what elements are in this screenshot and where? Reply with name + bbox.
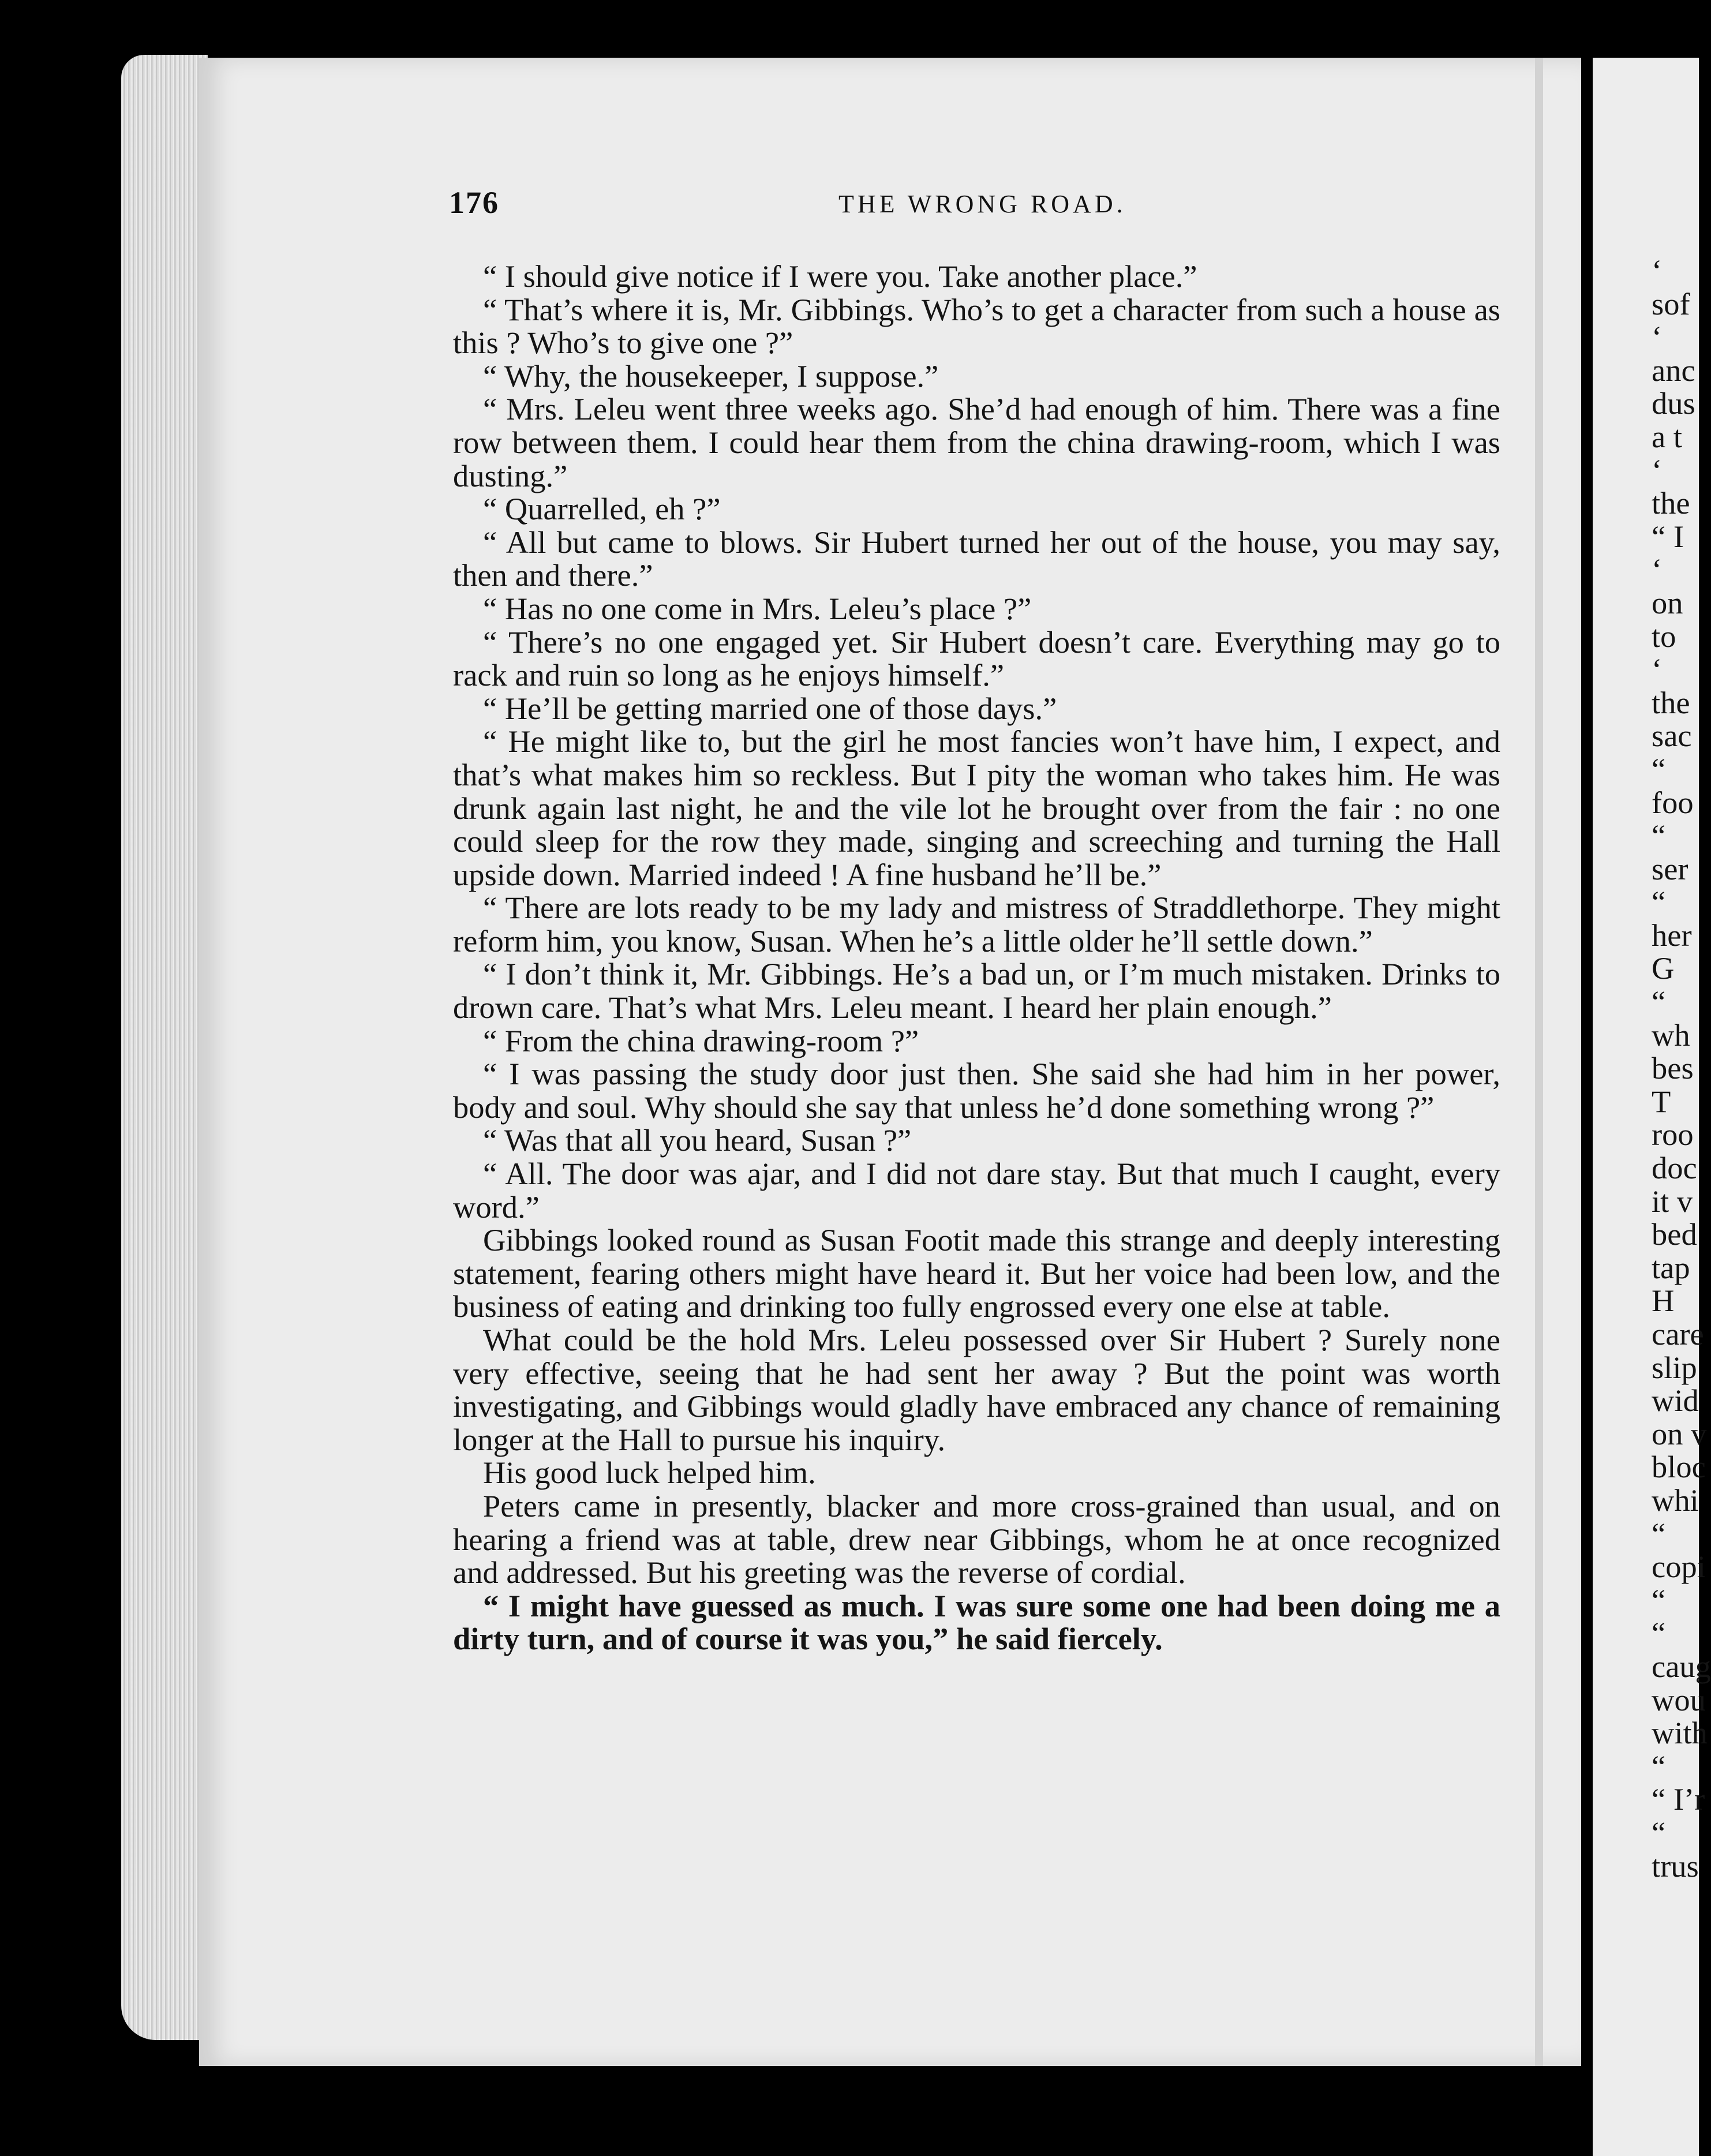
book-gutter [1535, 58, 1543, 2066]
right-page-fragment: roo [1652, 1117, 1694, 1152]
right-page-fragment: “ [1652, 1515, 1666, 1551]
right-page-fragment: bes [1652, 1050, 1694, 1086]
paragraph: “ That’s where it is, Mr. Gibbings. Who’s to get a character from such a house as this ? Who’s to give one ?” [453, 291, 1500, 361]
paragraph: “ I might have guessed as much. I was sure some one had been doing me a dirty turn, and of course it was you,” he said fiercely. [453, 1588, 1500, 1657]
right-page-fragment: bed [1652, 1217, 1697, 1252]
right-page-fragment: caug [1652, 1648, 1711, 1684]
right-page-text-fragments [1652, 253, 1711, 1884]
right-page-fragment: “ [1652, 884, 1666, 920]
right-page-fragment: doc [1652, 1150, 1697, 1186]
right-page-fragment: ‘ [1652, 652, 1663, 687]
right-page-fragment: to [1652, 618, 1676, 654]
right-page-fragment: “ [1652, 1582, 1666, 1618]
right-page-fragment: G [1652, 950, 1675, 986]
paragraph: “ I should give notice if I were you. Take another place.” [483, 259, 1197, 294]
paragraph: Peters came in presently, blacker and more cross-grained than usual, and on hearing a friend was at table, drew near Gibbings, whom he at once recognized and addressed. But his greeting was the reverse of cordial. [453, 1488, 1500, 1590]
right-page-fragment: slip [1652, 1349, 1697, 1385]
right-page-fragment: tap [1652, 1249, 1690, 1285]
page-header [449, 185, 1505, 237]
right-page-fragment: her [1652, 917, 1692, 953]
right-page-fragment: wou [1652, 1682, 1706, 1717]
right-page-fragment: ‘ [1652, 452, 1663, 488]
right-page-fragment: sof [1652, 286, 1690, 321]
book-page-edges [121, 55, 208, 2040]
right-page-fragment: foo [1652, 784, 1694, 820]
right-page-fragment: on [1652, 585, 1683, 620]
right-page-fragment: copi [1652, 1549, 1706, 1585]
paragraph: His good luck helped him. [483, 1455, 816, 1491]
paragraph: “ I don’t think it, Mr. Gibbings. He’s a bad un, or I’m much mistaken. Drinks to drown care. That’s what Mrs. Leleu meant. I heard her plain enough.” [453, 956, 1500, 1025]
paragraph: “ All but came to blows. Sir Hubert turned her out of the house, you may say, then and there.” [453, 524, 1500, 593]
right-page-fragment: the [1652, 684, 1690, 720]
right-page-fragment: “ [1652, 1814, 1666, 1850]
right-page-fragment: “ I [1652, 518, 1684, 554]
right-page-fragment: trus [1652, 1848, 1699, 1884]
right-page-fragment: T [1652, 1083, 1671, 1119]
right-page-fragment: the [1652, 485, 1690, 521]
right-page-fragment: “ I’r [1652, 1781, 1705, 1817]
paragraph: “ There are lots ready to be my lady and mistress of Straddlethorpe. They might reform him, you know, Susan. When he’s a little older he’ll settle down.” [453, 890, 1500, 959]
running-title: THE WRONG ROAD. [838, 190, 1126, 218]
paragraph: “ Has no one come in Mrs. Leleu’s place ?” [483, 590, 1032, 626]
right-page-fragment: dus [1652, 385, 1695, 421]
paragraph: “ I was passing the study door just then. She said she had him in her power, body and soul. Why should she say that unless he’d done something wrong ?” [453, 1056, 1500, 1125]
right-page-fragment: with [1652, 1715, 1708, 1751]
right-page-fragment: “ [1652, 818, 1666, 854]
paragraph: “ From the china drawing-room ?” [483, 1023, 919, 1058]
right-page-fragment: “ [1652, 1748, 1666, 1784]
right-page-fragment: it v [1652, 1183, 1693, 1219]
paragraph: “ There’s no one engaged yet. Sir Hubert doesn’t care. Everything may go to rack and ruin so long as he enjoys himself.” [453, 624, 1500, 693]
right-page-fragment: ‘ [1652, 319, 1663, 355]
page-number: 176 [449, 185, 499, 220]
right-page-fragment: bloc [1652, 1449, 1706, 1485]
right-page-fragment: wh [1652, 1017, 1690, 1053]
right-page-fragment: a t [1652, 418, 1682, 454]
right-page-fragment: wid [1652, 1383, 1699, 1418]
right-page-fragment: H [1652, 1283, 1675, 1319]
right-page-fragment: on v [1652, 1416, 1707, 1451]
right-page-fragment: “ [1652, 751, 1666, 787]
right-page-fragment: ser [1652, 851, 1688, 886]
paragraph: “ Why, the housekeeper, I suppose.” [483, 358, 939, 394]
right-page-fragment: sac [1652, 718, 1692, 754]
paragraph: “ All. The door was ajar, and I did not dare stay. But that much I caught, every word.” [453, 1156, 1500, 1225]
body-text [453, 260, 1500, 1656]
paragraph: “ He’ll be getting married one of those days.” [483, 690, 1057, 726]
right-page-fragment: ‘ [1652, 253, 1663, 288]
right-page-fragment: whi [1652, 1482, 1699, 1518]
paragraph: Gibbings looked round as Susan Footit made this strange and deeply interesting statement, fearing others might have heard it. But her voice had been low, and the business of eating and drinking too fully engrossed every one else at table. [453, 1222, 1500, 1324]
right-page-fragment: care [1652, 1316, 1704, 1352]
paragraph: “ He might like to, but the girl he most fancies won’t have him, I expect, and that’s what makes him so reckless. But I pity the woman who takes him. He was drunk again last night, he and the vile lot he brought over from the fair : no one could sleep for the row they made, singing and screeching and turning the Hall upside down. Married indeed ! A fine husband he’ll be.” [453, 724, 1500, 892]
right-page-fragment: “ [1652, 1615, 1666, 1651]
right-page-fragment: anc [1652, 352, 1695, 388]
paragraph: What could be the hold Mrs. Leleu possessed over Sir Hubert ? Surely none very effective, seeing that he had sent her away ? But the point was worth investigating, and Gibbings would gladly have embraced any chance of remaining longer at the Hall to pursue his inquiry. [453, 1322, 1500, 1457]
right-page-fragment: “ [1652, 984, 1666, 1020]
paragraph: “ Mrs. Leleu went three weeks ago. She’d had enough of him. There was a fine row between them. I could hear them from the china drawing-room, which I was dusting.” [453, 391, 1500, 493]
paragraph: “ Was that all you heard, Susan ?” [483, 1122, 912, 1158]
paragraph: “ Quarrelled, eh ?” [483, 491, 721, 527]
right-page-fragment: ‘ [1652, 552, 1663, 587]
